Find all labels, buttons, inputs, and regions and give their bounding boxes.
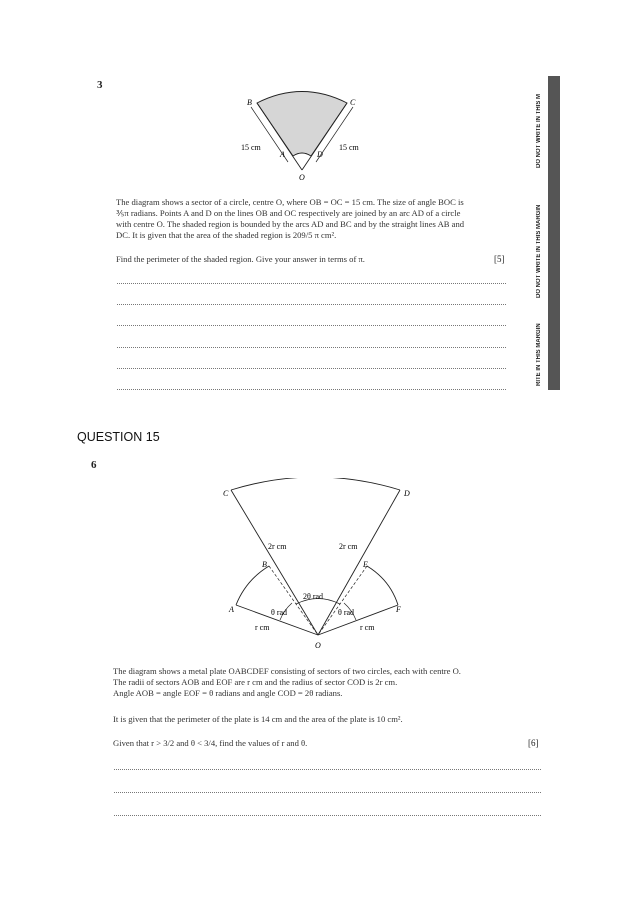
answer-line: [117, 347, 506, 348]
label-D: D: [404, 489, 410, 498]
margin-dark-bar: [548, 76, 560, 390]
plate-diagram-q6: [218, 478, 418, 653]
label-B: B: [262, 560, 267, 569]
margin-warning-2: DO NOT WRITE IN THIS MARGIN: [536, 204, 542, 298]
margin-warning-1: DO NOT WRITE IN THIS M: [536, 94, 542, 168]
label-A: A: [229, 605, 234, 614]
label-D: D: [317, 150, 323, 159]
question-6-task: Given that r > 3/2 and θ < 3/4, find the values of r and θ.: [113, 738, 308, 748]
answer-line: [117, 325, 506, 326]
sector-diagram-q3: [225, 88, 385, 188]
question-number-3: 3: [97, 79, 103, 91]
question-3-marks: [5]: [494, 254, 505, 264]
angle-label-theta-left: θ rad: [271, 608, 288, 617]
margin-strip: [534, 76, 560, 390]
question-number-6: 6: [91, 459, 97, 471]
length-label-2r-right: 2r cm: [339, 542, 358, 551]
label-O: O: [299, 173, 305, 182]
label-O: O: [315, 641, 321, 650]
angle-label-2theta: 2θ rad: [303, 592, 324, 601]
label-C: C: [350, 98, 356, 107]
answer-line: [114, 792, 541, 793]
question-heading: QUESTION 15: [77, 430, 160, 444]
answer-line: [114, 815, 541, 816]
label-E: E: [363, 560, 368, 569]
question-6-text: The diagram shows a metal plate OABCDEF consisting of sectors of two circles, each with centre O. The radii of sectors AOB and EOF are r cm and the radius of sector COD is 2r cm. Angle AOB = angle EOF = θ radians and angle COD = 2θ radians.: [113, 666, 461, 698]
label-C: C: [223, 489, 229, 498]
question-3-text: The diagram shows a sector of a circle, centre O, where OB = OC = 15 cm. The size of angle BOC is ⅗π radians. Points A and D on the lines OB and OC respectively are joined by an arc AD of a circle with centre O. The shaded region is bounded by the arcs AD and BC and by the straight lines AB and DC. It is given that the area of the shaded region is 209/5 π cm².: [116, 197, 465, 240]
margin-warning-3: RITE IN THIS MARGIN: [536, 323, 542, 386]
length-label-2r-left: 2r cm: [268, 542, 287, 551]
angle-label-theta-right: θ rad: [338, 608, 355, 617]
question-6-marks: [6]: [528, 738, 539, 748]
label-B: B: [247, 98, 252, 107]
label-A: A: [280, 150, 285, 159]
length-label-r-right: r cm: [360, 623, 375, 632]
length-label-right: 15 cm: [339, 143, 359, 152]
answer-line: [117, 389, 506, 390]
answer-line: [117, 304, 506, 305]
length-label-left: 15 cm: [241, 143, 261, 152]
question-6-given: It is given that the perimeter of the plate is 14 cm and the area of the plate is 10 cm².: [113, 714, 403, 724]
answer-line: [114, 769, 541, 770]
question-3-task: Find the perimeter of the shaded region. Give your answer in terms of π.: [116, 254, 365, 264]
label-F: F: [396, 605, 401, 614]
length-label-r-left: r cm: [255, 623, 270, 632]
answer-line: [117, 283, 506, 284]
answer-line: [117, 368, 506, 369]
